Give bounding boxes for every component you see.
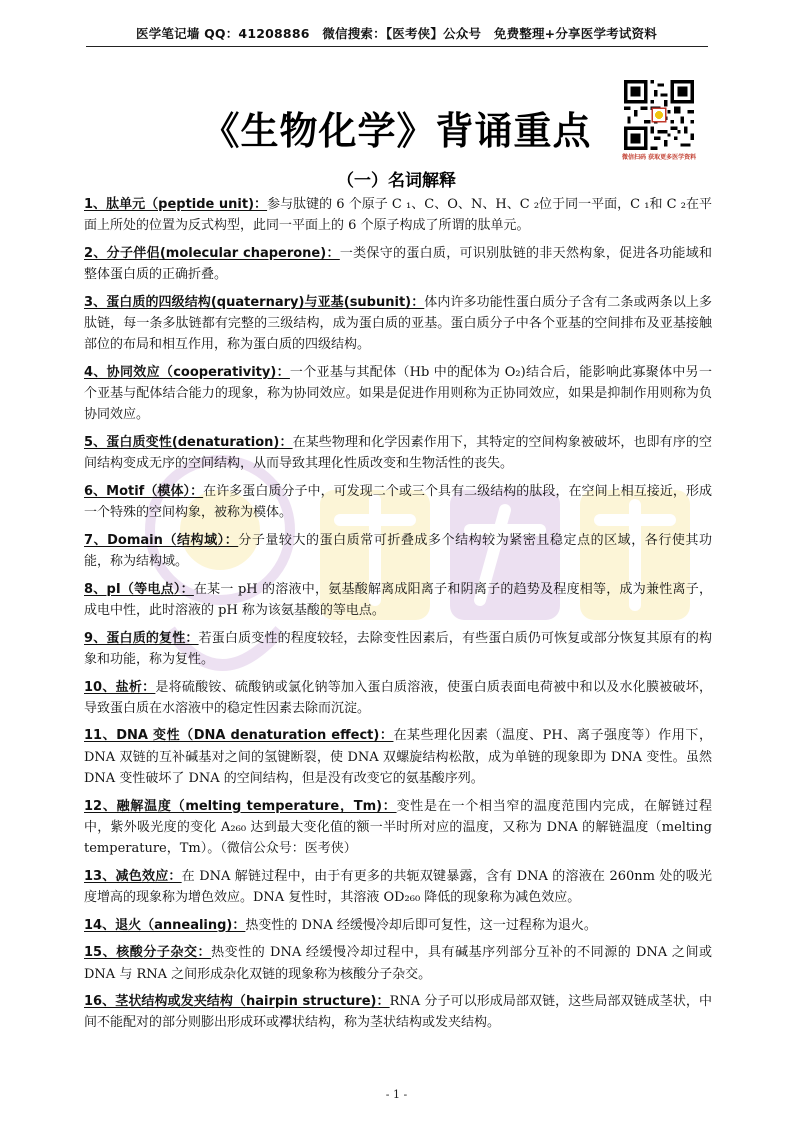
entry-definition: 体内许多功能性蛋白质分子含有二条或两条以上多肽链，每一条多肽链都有完整的三级结构，成为蛋白质的亚基。蛋白质分子中各个亚基的空间排布及亚基接触部位的布局和相互作用，称为蛋白质的四级结构。 bbox=[84, 294, 712, 353]
entry-term: 4、协同效应（cooperativity)： bbox=[84, 364, 290, 380]
glossary-entry bbox=[84, 530, 712, 572]
glossary-entry bbox=[84, 292, 712, 356]
entry-term: 11、DNA 变性（DNA denaturation effect)： bbox=[84, 728, 394, 744]
entry-definition: 变性是在一个相当窄的温度范围内完成，在解链过程中，紫外吸光度的变化 A₂₆₀ 达到最大变化值的额一半时所对应的温度，又称为 DNA 的解链温度（melting temperature，Tm）。（微信公众号：医考侠） bbox=[84, 798, 712, 856]
page-header: 医学笔记墙 QQ：41208886 微信搜索：【医考侠】公众号 免费整理+分享医学考试资料 bbox=[136, 26, 657, 41]
entry-term: 15、核酸分子杂交： bbox=[84, 945, 212, 961]
entry-term: 13、减色效应： bbox=[84, 868, 182, 884]
header-divider bbox=[86, 46, 708, 47]
entry-definition: 一类保守的蛋白质，可识别肽链的非天然构象，促进各功能域和整体蛋白质的正确折叠。 bbox=[84, 245, 712, 283]
glossary-entry bbox=[84, 991, 712, 1033]
glossary-entry bbox=[84, 796, 712, 860]
entry-term: 2、分子伴侣(molecular chaperone)： bbox=[84, 245, 340, 261]
entry-term: 8、pI（等电点）： bbox=[84, 581, 194, 597]
entry-term: 9、蛋白质的复性： bbox=[84, 630, 199, 646]
entry-definition: RNA 分子可以形成局部双链，这些局部双链成茎状，中间不能配对的部分则膨出形成环或襻状结构，称为茎状结构或发夹结构。 bbox=[84, 994, 712, 1031]
entry-definition: 热变性的 DNA 经缓慢冷却后即可复性，这一过程称为退火。 bbox=[245, 917, 597, 933]
entry-term: 10、盐析： bbox=[84, 679, 156, 695]
entry-definition: 在某些物理和化学因素作用下，其特定的空间构象被破坏，也即有序的空间结构变成无序的空间结构，从而导致其理化性质改变和生物活性的丧失。 bbox=[84, 435, 712, 472]
entry-definition: 在某一 pH 的溶液中，氨基酸解离成阳离子和阴离子的趋势及程度相等，成为兼性离子，成电中性，此时溶液的 pH 称为该氨基酸的等电点。 bbox=[84, 581, 712, 618]
entry-term: 14、退火（annealing)： bbox=[84, 917, 246, 933]
entry-term: 1、肽单元（peptide unit)： bbox=[84, 197, 268, 212]
qr-block bbox=[622, 80, 696, 161]
entry-definition: 是将硫酸铵、硫酸钠或氯化钠等加入蛋白质溶液，使蛋白质表面电荷被中和以及水化膜被破坏，导致蛋白质在水溶液中的稳定性因素去除而沉淀。 bbox=[84, 679, 712, 716]
glossary-entry bbox=[84, 194, 712, 236]
glossary-entry bbox=[84, 866, 712, 908]
page-number: - 1 - bbox=[385, 1088, 408, 1101]
qr-code-icon bbox=[624, 80, 694, 150]
entry-term: 12、融解温度（melting temperature，Tm)： bbox=[84, 798, 397, 814]
glossary-entry bbox=[84, 481, 712, 523]
entry-definition: 一个亚基与其配体（Hb 中的配体为 O₂)结合后，能影响此寡聚体中另一个亚基与配体结合能力的现象，称为协同效应。如果是促进作用则称为正协同效应，如果是抑制作用则称为负协同效应。 bbox=[84, 364, 712, 423]
entry-term: 3、蛋白质的四级结构(quaternary)与亚基(subunit)： bbox=[84, 294, 425, 310]
glossary-entry bbox=[84, 915, 712, 936]
glossary-entry bbox=[84, 725, 712, 789]
entry-term: 5、蛋白质变性(denaturation)： bbox=[84, 435, 293, 451]
entry-definition: 分子量较大的蛋白质常可折叠成多个结构较为紧密且稳定点的区域，各行使其功能，称为结构域。 bbox=[84, 532, 712, 570]
glossary-entry bbox=[84, 628, 712, 670]
entry-term: 6、Motif（模体）： bbox=[84, 483, 204, 499]
entry-term: 7、Domain（结构域）： bbox=[84, 532, 239, 548]
entry-definition: 参与肽键的 6 个原子 C ₁、C、O、N、H、C ₂位于同一平面，C ₁和 C ₂在平面上所处的位置为反式构型，此同一平面上的 6 个原子构成了所谓的肽单元。 bbox=[84, 197, 713, 234]
entry-term: 16、茎状结构或发夹结构（hairpin structure)： bbox=[84, 994, 390, 1010]
section-heading: （一）名词解释 bbox=[337, 171, 456, 191]
glossary-entry bbox=[84, 362, 712, 426]
glossary-entry bbox=[84, 579, 712, 621]
entry-definition: 若蛋白质变性的程度较轻，去除变性因素后，有些蛋白质仍可恢复或部分恢复其原有的构象和功能，称为复性。 bbox=[84, 630, 712, 667]
qr-caption: 微信扫码 获取更多医学资料 bbox=[622, 154, 697, 161]
entry-definition: 在 DNA 解链过程中，由于有更多的共轭双键暴露，含有 DNA 的溶液在 260nm 处的吸光度增高的现象称为增色效应。DNA 复性时，其溶液 OD₂₆₀ 降低的现象称为减色效应。 bbox=[84, 868, 713, 905]
entry-definition: 在许多蛋白质分子中，可发现二个或三个具有二级结构的肽段，在空间上相互接近，形成一个特殊的空间构象，被称为模体。 bbox=[84, 483, 712, 521]
glossary-entry bbox=[84, 677, 712, 719]
glossary-list bbox=[84, 194, 712, 1040]
glossary-entry bbox=[84, 243, 712, 285]
glossary-entry bbox=[84, 432, 712, 474]
entry-definition: 在某些理化因素（温度、PH、离子强度等）作用下，DNA 双链的互补碱基对之间的氢键断裂，使 DNA 双螺旋结构松散，成为单链的现象即为 DNA 变性。虽然 DNA 变性破坏了 DNA 的空间结构，但是没有改变它的氨基酸序列。 bbox=[84, 728, 712, 786]
glossary-entry bbox=[84, 942, 712, 984]
document-title: 《生物化学》背诵重点 bbox=[201, 109, 592, 153]
entry-definition: 热变性的 DNA 经缓慢冷却过程中，具有碱基序列部分互补的不同源的 DNA 之间或 DNA 与 RNA 之间形成杂化双链的现象称为核酸分子杂交。 bbox=[84, 945, 713, 982]
